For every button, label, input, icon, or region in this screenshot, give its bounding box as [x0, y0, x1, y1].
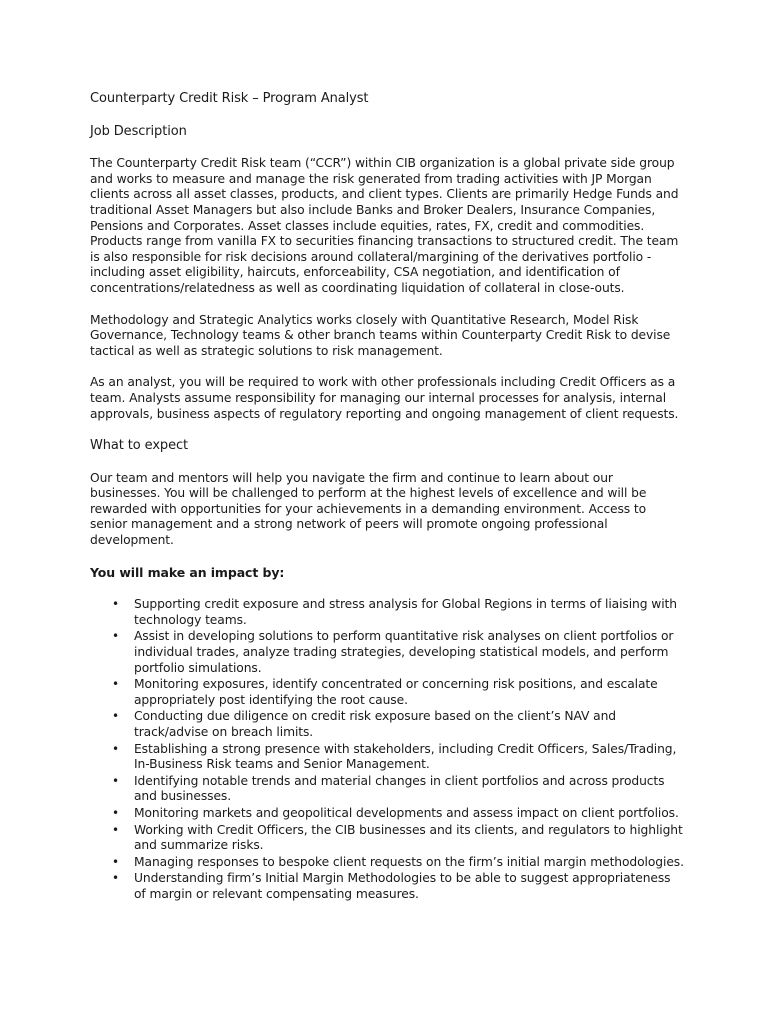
bullet-icon: •: [112, 822, 119, 837]
document-body: [90, 91, 684, 904]
ccr-team-paragraph: The Counterparty Credit Risk team (“CCR”) within CIB organization is a global private side group and works to measure and manage the risk generated from trading activities with JP Morgan clients across all asset classes, products, and client types. Clients are primarily Hedge Funds and traditional Asset Managers but also include Banks and Broker Dealers, Insurance Companies, Pensions and Corporates. Asset classes include equities, rates, FX, credit and commodities. Products range from vanilla FX to securities financing transactions to structured credit. The team is also responsible for risk decisions around collateral/margining of the derivatives portfolio - including asset eligibility, haircuts, enforceability, CSA negotiation, and identification of concentrations/relatedness as well as coordinating liquidation of collateral in close-outs.: [90, 156, 679, 295]
list-item: [90, 709, 684, 740]
job-description-heading: Job Description: [90, 123, 187, 139]
list-item: [90, 742, 684, 773]
list-item: [90, 629, 684, 676]
list-item-text: Managing responses to bespoke client requests on the firm’s initial margin methodologies.: [134, 854, 684, 869]
list-item-text: Supporting credit exposure and stress analysis for Global Regions in terms of liaising with technology teams.: [134, 597, 677, 627]
methodology-paragraph: Methodology and Strategic Analytics works closely with Quantitative Research, Model Risk Governance, Technology teams & other branch teams within Counterparty Credit Risk to devise tactical as well as strategic solutions to risk management.: [90, 312, 671, 358]
document-title: Counterparty Credit Risk – Program Analyst: [90, 91, 369, 106]
list-item-text: Assist in developing solutions to perform quantitative risk analyses on client portfolios or individual trades, analyze trading strategies, developing statistical models, and perform portfolio simulations.: [134, 629, 674, 675]
list-item: [90, 855, 684, 871]
bullet-icon: •: [112, 871, 119, 886]
list-item: [90, 871, 684, 902]
list-item: [90, 774, 684, 805]
bullet-icon: •: [112, 854, 119, 869]
analyst-role-paragraph: As an analyst, you will be required to work with other professionals including Credit Officers as a team. Analysts assume responsibility for managing our internal processes for analysis, internal approvals, business aspects of regulatory reporting and ongoing management of client requests.: [90, 375, 679, 421]
list-item: [90, 823, 684, 854]
bullet-icon: •: [112, 629, 119, 644]
bullet-icon: •: [112, 709, 119, 724]
bullet-icon: •: [112, 805, 119, 820]
bullet-icon: •: [112, 597, 119, 612]
bullet-icon: •: [112, 677, 119, 692]
impact-list: [90, 597, 684, 902]
list-item: [90, 677, 684, 708]
list-item-text: Monitoring exposures, identify concentrated or concerning risk positions, and escalate appropriately post identifying the root cause.: [134, 677, 658, 707]
list-item: [90, 806, 684, 822]
impact-heading: You will make an impact by:: [90, 564, 285, 580]
list-item-text: Understanding firm’s Initial Margin Methodologies to be able to suggest appropriateness of margin or relevant compensating measures.: [134, 871, 671, 901]
list-item-text: Identifying notable trends and material changes in client portfolios and across products and businesses.: [134, 773, 665, 804]
what-to-expect-heading: What to expect: [90, 438, 189, 454]
list-item-text: Conducting due diligence on credit risk exposure based on the client’s NAV and track/advise on breach limits.: [134, 709, 616, 739]
bullet-icon: •: [112, 741, 119, 756]
list-item-text: Working with Credit Officers, the CIB businesses and its clients, and regulators to highlight and summarize risks.: [134, 822, 683, 853]
list-item: [90, 597, 684, 628]
bullet-icon: •: [112, 773, 119, 788]
what-to-expect-paragraph: Our team and mentors will help you navigate the firm and continue to learn about our businesses. You will be challenged to perform at the highest levels of excellence and will be rewarded with opportunities for your achievements in a demanding environment. Access to senior management and a strong network of peers will promote ongoing professional development.: [90, 470, 647, 548]
list-item-text: Establishing a strong presence with stakeholders, including Credit Officers, Sales/Trading, In-Business Risk teams and Senior Management.: [134, 741, 677, 772]
list-item-text: Monitoring markets and geopolitical developments and assess impact on client portfolios.: [134, 805, 679, 820]
